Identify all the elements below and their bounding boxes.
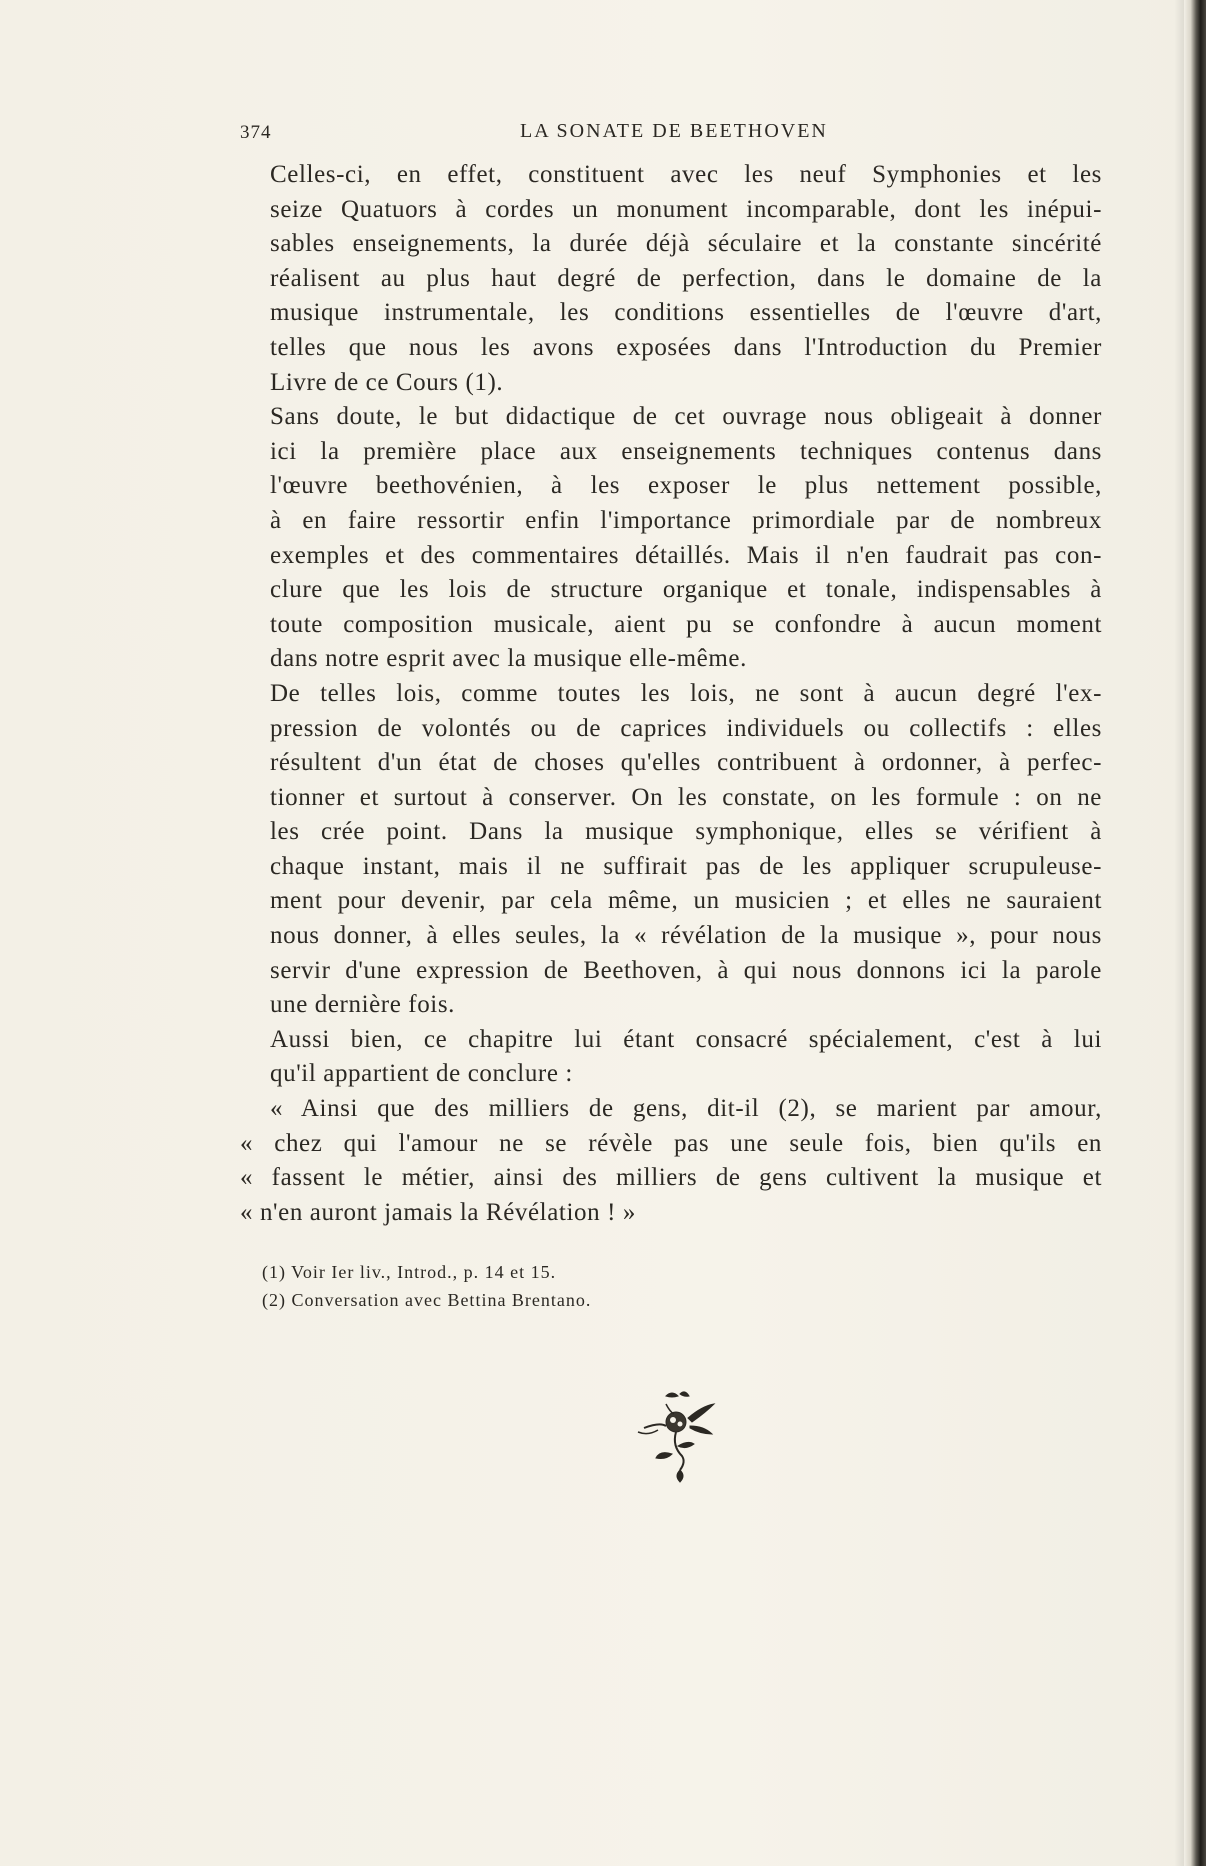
text-line: seize Quatuors à cordes un monument incomparable, dont les inépui-: [270, 195, 1102, 223]
text-line: Livre de ce Cours (1).: [270, 368, 504, 396]
binding-edge: [1184, 0, 1206, 1866]
text-line: réalisent au plus haut degré de perfection, dans le domaine de la: [270, 264, 1102, 292]
quote-line: « fassent le métier, ainsi des milliers de gens cultivent la musique et: [240, 1164, 1102, 1192]
text-line: Sans doute, le but didactique de cet ouvrage nous obligeait à donner: [270, 403, 1102, 431]
text-line: chaque instant, mais il ne suffirait pas de les appliquer scrupuleuse-: [270, 852, 1102, 880]
text-line: une dernière fois.: [270, 991, 456, 1019]
text-line: ici la première place aux enseignements techniques contenus dans: [270, 437, 1102, 465]
text-line: servir d'une expression de Beethoven, à qui nous donnons ici la parole: [270, 956, 1102, 984]
page-number: 374: [240, 122, 272, 143]
body-text: [240, 158, 1102, 1230]
text-line: résultent d'un état de choses qu'elles contribuent à ordonner, à perfec-: [270, 749, 1102, 777]
footnote-1: (1) Voir Ier liv., Introd., p. 14 et 15.: [262, 1262, 557, 1282]
floral-tailpiece-icon: [636, 1388, 726, 1488]
footnotes: [262, 1258, 962, 1314]
footnote-2: (2) Conversation avec Bettina Brentano.: [262, 1290, 592, 1310]
text-line: nous donner, à elles seules, la « révélation de la musique », pour nous: [270, 922, 1102, 950]
text-line: les crée point. Dans la musique symphonique, elles se vérifient à: [270, 818, 1102, 846]
text-line: qu'il appartient de conclure :: [270, 1060, 573, 1088]
quote-line: « n'en auront jamais la Révélation ! »: [240, 1198, 636, 1226]
text-line: dans notre esprit avec la musique elle-même.: [270, 645, 747, 673]
text-line: sables enseignements, la durée déjà séculaire et la constante sincérité: [270, 230, 1102, 258]
text-line: clure que les lois de structure organique et tonale, indispensables à: [270, 576, 1102, 604]
quote-line: « Ainsi que des milliers de gens, dit-il (2), se marient par amour,: [270, 1095, 1102, 1123]
running-head: [240, 118, 1100, 148]
text-line: musique instrumentale, les conditions essentielles de l'œuvre d'art,: [270, 299, 1102, 327]
text-line: tionner et surtout à conserver. On les constate, on les formule : on ne: [270, 783, 1102, 811]
text-line: Aussi bien, ce chapitre lui étant consacré spécialement, c'est à lui: [270, 1025, 1102, 1053]
quote-line: « chez qui l'amour ne se révèle pas une seule fois, bien qu'ils en: [240, 1129, 1102, 1157]
text-line: telles que nous les avons exposées dans l'Introduction du Premier: [270, 333, 1102, 361]
text-line: De telles lois, comme toutes les lois, ne sont à aucun degré l'ex-: [270, 679, 1102, 707]
text-line: l'œuvre beethovénien, à les exposer le plus nettement possible,: [270, 472, 1102, 500]
text-line: pression de volontés ou de caprices individuels ou collectifs : elles: [270, 714, 1102, 742]
running-title: LA SONATE DE BEETHOVEN: [520, 120, 828, 142]
text-line: exemples et des commentaires détaillés. Mais il n'en faudrait pas con-: [270, 541, 1102, 569]
binding-shadow: [1174, 0, 1184, 1866]
text-line: ment pour devenir, par cela même, un musicien ; et elles ne sauraient: [270, 887, 1102, 915]
text-line: Celles-ci, en effet, constituent avec les neuf Symphonies et les: [270, 161, 1102, 188]
paragraph-4: [240, 1023, 1102, 1092]
paragraph-2: [240, 400, 1102, 677]
beethoven-quote: [240, 1092, 1102, 1230]
text-line: à en faire ressortir enfin l'importance primordiale par de nombreux: [270, 506, 1102, 534]
paragraph-1: [240, 158, 1102, 400]
text-line: toute composition musicale, aient pu se confondre à aucun moment: [270, 610, 1102, 638]
paragraph-3: [240, 677, 1102, 1023]
